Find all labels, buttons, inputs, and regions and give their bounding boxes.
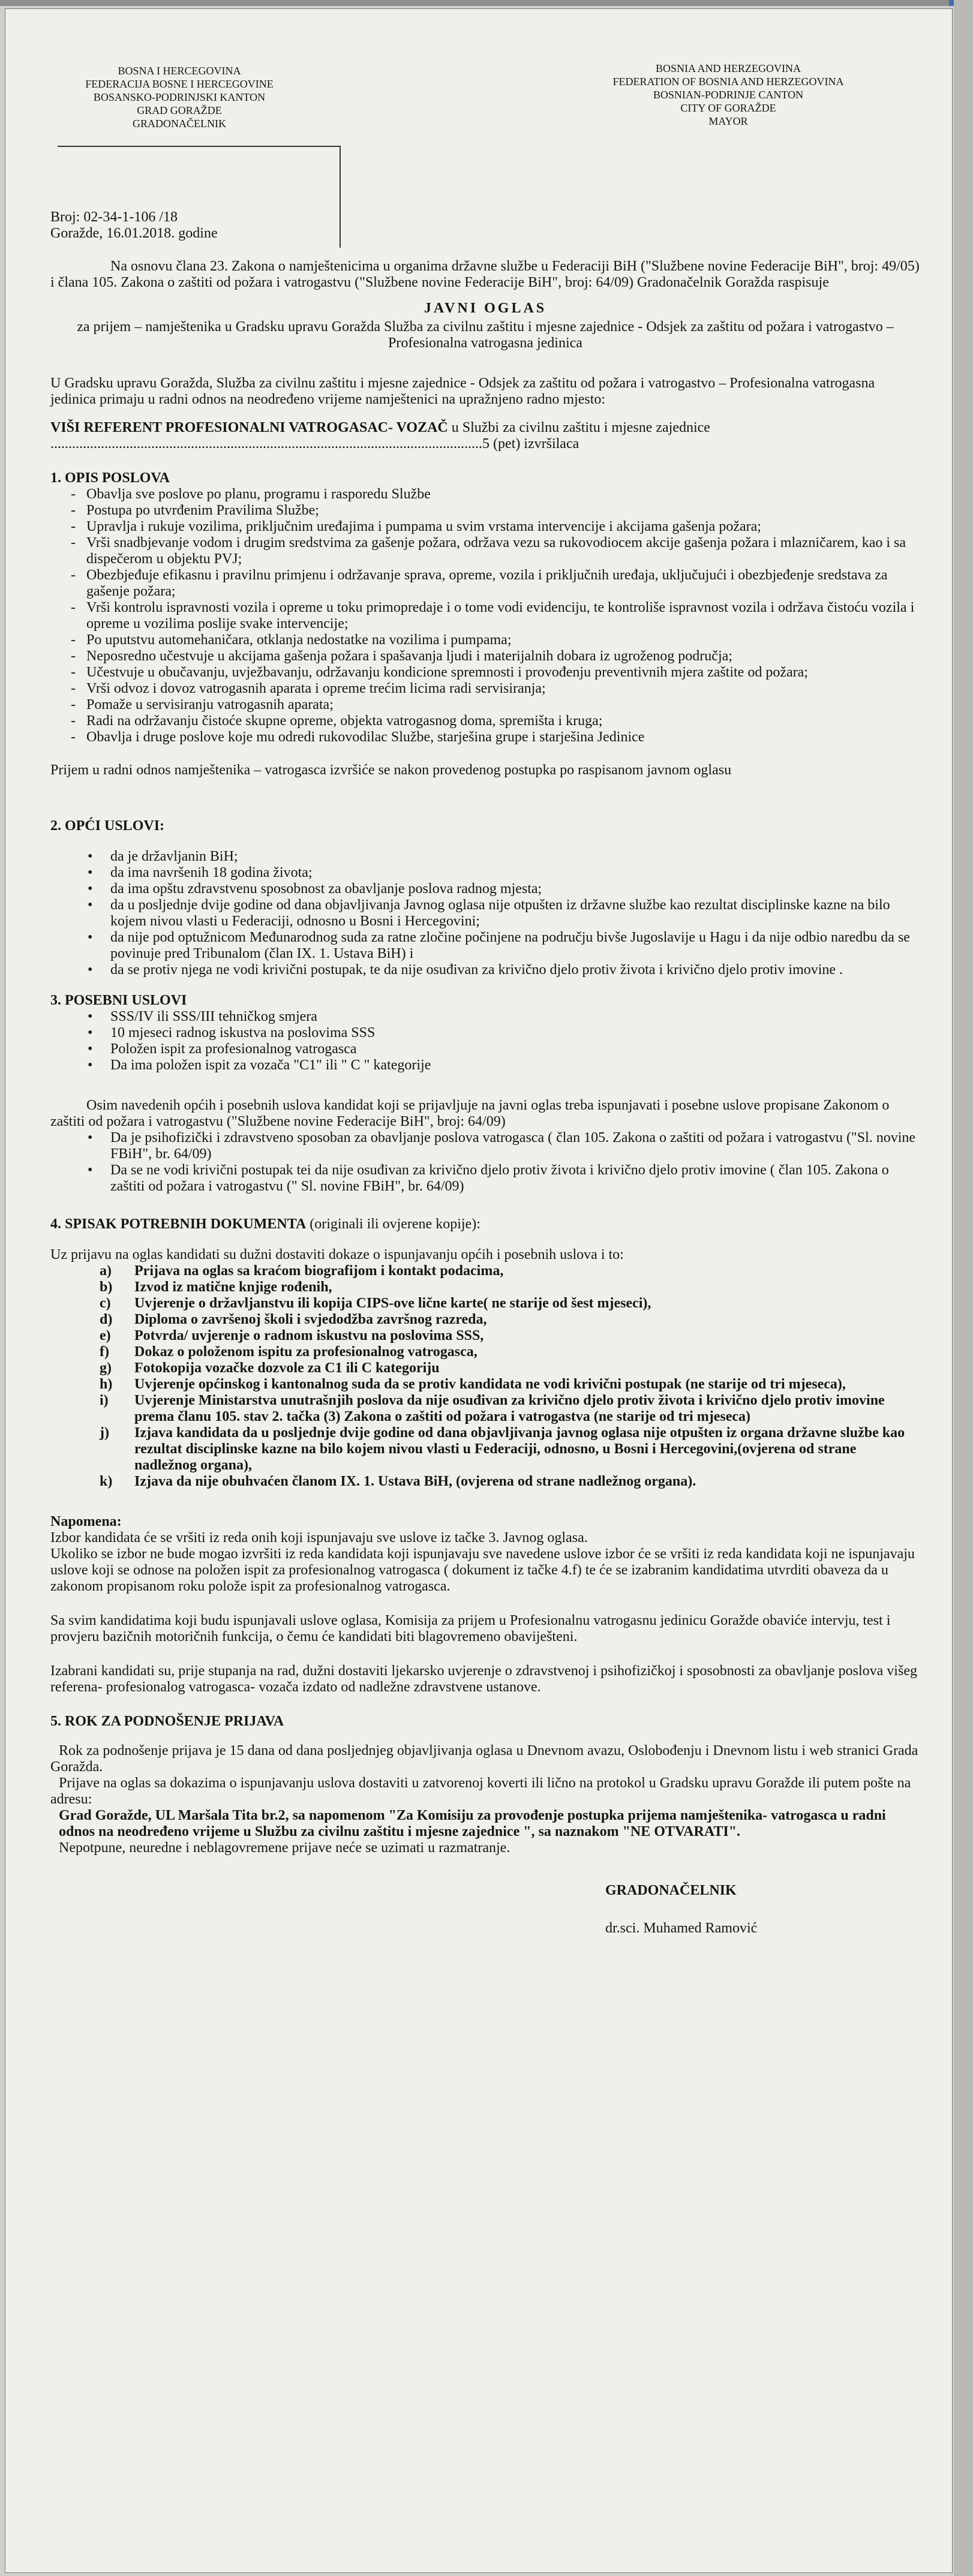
signature-name: dr.sci. Muhamed Ramović (605, 1920, 758, 1936)
list-item-text: Uvjerenje Ministarstva unutrašnjih poslova da nije osuđivan za krivično djelo protiv života i krivično djelo protiv imovine prema članu 105. stav 2. tačka (3) Zakona o zaštiti od požara i vatrogastva (ne starije od tri mjeseca) (134, 1393, 885, 1424)
letterhead-line: BOSNIAN-PODRINJE CANTON (653, 89, 804, 101)
list-item (100, 1328, 920, 1344)
list-item: - Obezbjeđuje efikasnu i pravilnu primjenu i održavanje sprava, opreme, vozila i priključnih uređaja, uključujući i obezbjeđenje sredstava za gašenje požara; (86, 567, 920, 600)
top-strip (0, 0, 973, 6)
list-item-text: Potvrda/ uvjerenje o radnom iskustvu na poslovima SSS, (134, 1328, 484, 1343)
letterhead-rule (58, 146, 340, 147)
deadline-paragraph: Rok za podnošenje prijava je 15 dana od dana posljednjeg objavljivanja oglasa u Dnevnom avazu, Oslobođenju i Dnevnom listu i web stranici Grada Goražda. (50, 1743, 918, 1775)
letterhead-line: BOSNIA AND HERZEGOVINA (656, 62, 801, 74)
list-item: - Pomaže u servisiranju vatrogasnih aparata; (86, 697, 920, 713)
section-4-title: 4. SPISAK POTREBNIH DOKUMENTA (50, 1216, 307, 1232)
list-item: • da ima opštu zdravstvenu sposobnost za obavljanje poslova radnog mjesta; (110, 881, 920, 897)
letterhead (50, 50, 920, 146)
list-item-letter: k) (100, 1474, 113, 1489)
list-item-letter: c) (100, 1295, 111, 1311)
letterhead-line: FEDERATION OF BOSNIA AND HERZEGOVINA (612, 76, 844, 88)
position-title: VIŠI REFERENT PROFESIONALNI VATROGASAC- VOZAČ (50, 420, 448, 435)
list-item-text: Diploma o završenoj školi i svjedodžba završnog razreda, (134, 1312, 487, 1327)
list-item (100, 1295, 920, 1312)
special-conditions-paragraph: Osim navedenih općih i posebnih uslova kandidat koji se prijavljuje na javni oglas treba ispunjavati i posebne uslove propisane Zakonom o zaštiti od požara i vatrogastvu ("Službene novine Federacije BiH", broj: 64/09) (50, 1098, 890, 1129)
letterhead-vertical-rule (340, 146, 341, 248)
letterhead-line: GRADONAČELNIK (133, 118, 226, 130)
section-5-title: 5. ROK ZA PODNOŠENJE PRIJAVA (50, 1714, 284, 1729)
list-item-letter: f) (100, 1344, 109, 1360)
list-item: - Neposredno učestvuje u akcijama gašenja požara i spašavanja ljudi i materijalnih dobara iz ugroženog područja; (86, 648, 920, 665)
letterhead-right (584, 62, 872, 128)
letterhead-line: FEDERACIJA BOSNE I HERCEGOVINE (85, 78, 274, 90)
list-item-letter: e) (100, 1328, 111, 1343)
list-item (100, 1360, 920, 1376)
section-1-title: 1. OPIS POSLOVA (50, 470, 170, 486)
selected-candidates-paragraph: Izabrani kandidati su, prije stupanja na rad, dužni dostaviti ljekarsko uvjerenje o zdravstvenoj i psihofizičkoj i sposobnosti za obavljanje poslova višeg referena- profesionalog vatrogasca- vozača izdato od nadležne zdravstvene ustanove. (50, 1663, 917, 1695)
list-item-text: Uvjerenje općinskog i kantonalnog suda da se protiv kandidata ne vodi krivični postupak (ne starije od tri mjeseca), (134, 1376, 846, 1392)
incomplete-applications-note: Nepotpune, neuredne i neblagovremene prijave neće se uzimati u razmatranje. (59, 1840, 510, 1856)
section-2-title: 2. OPĆI USLOVI: (50, 818, 165, 834)
list-item-text: Uvjerenje o državljanstvu ili kopija CIPS-ove lične karte( ne starije od šest mjeseci), (134, 1295, 651, 1311)
position-details: u Službi za civilnu zaštitu i mjesne zajednice ........................................................................................................................5 (pet) izvršilaca (50, 420, 710, 452)
list-item: - Vrši odvoz i dovoz vatrogasnih aparata i opreme trećim licima radi servisiranja; (86, 681, 920, 697)
list-item-letter: a) (100, 1263, 112, 1279)
list-item: - Učestvuje u obučavanju, uvježbavanju, održavanju kondicione spremnosti i provođenju preventivnih mjera zaštite od požara; (86, 665, 920, 681)
section-1-note: Prijem u radni odnos namještenika – vatrogasca izvršiće se nakon provedenog postupka po raspisanom javnom oglasu (50, 762, 732, 778)
intro-paragraph: U Gradsku upravu Goražda, Služba za civilnu zaštitu i mjesne zajednice - Odsjek za zaštitu od požara i vatrogastvo – Profesionalna vatrogasna jedinica primaju u radni odnos na neodređeno vrijeme namještenici na upražnjeno radno mjesto: (50, 375, 875, 407)
list-item-text: Izjava da nije obuhvaćen članom IX. 1. Ustava BiH, (ovjerena od strane nadležnog organa). (134, 1474, 696, 1489)
note-title: Napomena: (50, 1514, 122, 1529)
list-item-text: Fotokopija vozačke dozvole za C1 ili C kategoriju (134, 1360, 440, 1376)
notice-title: JAVNI OGLAS (424, 300, 547, 316)
list-item: - Radi na održavanju čistoće skupne opreme, objekta vatrogasnog doma, spremišta i kruga; (86, 713, 920, 729)
list-item (100, 1393, 920, 1425)
letterhead-left (53, 64, 305, 130)
submission-address: Grad Goražde, UL Maršala Tita br.2, sa napomenom "Za Komisiju za provođenje postupka prijema namještenika- vatrogasca u radni odnos na neodređeno vrijeme u Službu za civilnu zaštitu i mjesne zajednice ", sa naznakom "NE OTVARATI". (59, 1808, 886, 1839)
list-item-letter: j) (100, 1425, 109, 1441)
list-item-text: Prijava na oglas sa kraćom biografijom i kontakt podacima, (134, 1263, 504, 1279)
list-item (100, 1474, 920, 1490)
list-item-letter: h) (100, 1376, 113, 1392)
required-documents-list (50, 1263, 920, 1490)
list-item (100, 1263, 920, 1279)
commission-paragraph: Sa svim kandidatima koji budu ispunjavali uslove oglasa, Komisija za prijem u Profesionalnu vatrogasnu jedinicu Goražde obaviće intervju, test i provjeru bazičnih motoričnih funkcija, o čemu će kandidati biti blagovremeno obaviješteni. (50, 1613, 891, 1645)
list-item: • da nije pod optužnicom Međunarodnog suda za ratne zločine počinjene na području bivše Jugoslavije u Hagu i da nije odbio naredbu da se povinuje pred Tribunalom (član IX. 1. Ustava BiH) i (110, 930, 920, 962)
list-item: - Obavlja i druge poslove koje mu odredi rukovodilac Službe, starješina grupe i starješina Jedinice (86, 729, 920, 746)
public-notice-clipping (5, 8, 953, 2573)
note-paragraph: Ukoliko se izbor ne bude mogao izvršiti iz reda kandidata koji ispunjavaju sve navedene uslove izbor će se vršiti iz reda kandidata koji ne ispunjavaju uslove koji se odnose na položen ispit za profesionalnog vatrogasca ( dokument iz tačke 4.f) te će se izabranim kandidatima utvrditi obaveza da u zakonom propisanom roku polože ispit za profesionalnog vatrogasca. (50, 1546, 915, 1594)
general-conditions-list (50, 849, 920, 978)
list-item: - Vrši snadbjevanje vodom i drugim sredstvima za gašenje požara, održava vezu sa rukovodiocem akcije gašenja požara i mlazničarem, kao i sa dispečerom u objektu PVJ; (86, 535, 920, 567)
list-item (100, 1376, 920, 1393)
section-3-title: 3. POSEBNI USLOVI (50, 993, 187, 1008)
list-item (100, 1344, 920, 1360)
list-item: • da ima navršenih 18 godina života; (110, 865, 920, 881)
list-item-letter: b) (100, 1279, 113, 1295)
list-item (100, 1312, 920, 1328)
list-item-text: Izjava kandidata da u posljednje dvije godine od dana objavljivanja javnog oglasa nije otpušten iz organa državne službe kao rezultat disciplinske kazne na bilo kojem nivou vlasti u Federaciji, odnosno, u Bosni i Hercegovini,(ovjerena od strane nadležnog organa), (134, 1425, 905, 1473)
list-item: • SSS/IV ili SSS/III tehničkog smjera (110, 1009, 920, 1025)
section-4-title-note: (originali ili ovjerene kopije): (310, 1216, 481, 1232)
list-item: • da u posljednje dvije godine od dana objavljivanja Javnog oglasa nije otpušten iz državne službe kao rezultat disciplinske kazne na bilo kojem nivou vlasti u Federaciji, odnosno u Bosni i Hercegovini; (110, 897, 920, 930)
neighbor-page-edge (954, 0, 973, 2576)
list-item: • Da je psihofizički i zdravstveno sposoban za obavljanje poslova vatrogasca ( član 105. Zakona o zaštiti od požara i vatrogastvu ("Sl. novine FBiH", br. 64/09) (110, 1130, 920, 1162)
list-item-letter: i) (100, 1393, 109, 1408)
letterhead-line: CITY OF GORAŽDE (680, 102, 776, 114)
list-item-letter: g) (100, 1360, 112, 1376)
reference-block (50, 209, 920, 242)
letterhead-line: BOSANSKO-PODRINJSKI KANTON (93, 91, 266, 103)
list-item: • Da ima položen ispit za vozača "C1" ili " C " kategorije (110, 1057, 920, 1074)
submission-paragraph: Prijave na oglas sa dokazima o ispunjavanju uslova dostaviti u zatvorenoj koverti ili lično na protokol u Gradsku upravu Goražde ili putem pošte na adresu: (50, 1775, 911, 1807)
notice-subtitle: za prijem – namještenika u Gradsku upravu Goražda Služba za civilnu zaštitu i mjesne zajednice - Odsjek za zaštitu od požara i vatrogastvo – Profesionalna vatrogasna jedinica (77, 319, 894, 351)
letterhead-line: MAYOR (708, 115, 748, 127)
preamble: Na osnovu člana 23. Zakona o namještenicima u organima državne službe u Federaciji BiH ("Službene novine Federacije BiH", broj: 49/05) i člana 105. Zakona o zaštiti od požara i vatrogastvu ("Službene novine Federacije BiH", broj: 64/09) Gradonačelnik Goražda raspisuje (50, 258, 920, 290)
note-paragraph: Izbor kandidata će se vršiti iz reda onih koji ispunjavaju sve uslove iz tačke 3. Javnog oglasa. (50, 1530, 588, 1546)
signature-title: GRADONAČELNIK (605, 1883, 737, 1898)
special-conditions-list (50, 1009, 920, 1074)
list-item: • Položen ispit za profesionalnog vatrogasca (110, 1041, 920, 1057)
section-4-title-line (50, 1216, 920, 1233)
list-item: • da je državljanin BiH; (110, 849, 920, 865)
list-item-letter: d) (100, 1312, 113, 1327)
list-item: - Po uputstvu automehaničara, otklanja nedostatke na vozilima i pumpama; (86, 632, 920, 648)
list-item: • 10 mjeseci radnog iskustva na poslovima SSS (110, 1025, 920, 1041)
list-item-text: Dokaz o položenom ispitu za profesionalnog vatrogasca, (134, 1344, 478, 1360)
letterhead-line: BOSNA I HERCEGOVINA (118, 65, 241, 77)
letterhead-line: GRAD GORAŽDE (137, 104, 222, 116)
special-conditions-law-list (50, 1130, 920, 1195)
list-item: - Postupa po utvrđenim Pravilima Službe; (86, 503, 920, 519)
position-line (50, 420, 920, 452)
list-item (100, 1425, 920, 1474)
reference-number: Broj: 02-34-1-106 /18 (50, 209, 178, 225)
list-item: • Da se ne vodi krivični postupak tei da nije osuđivan za krivično djelo protiv života i krivično djelo protiv imovine ( član 105. Zakona o zaštiti od požara i vatrogastvu (" Sl. novine FBiH", br. 64/09) (110, 1162, 920, 1195)
list-item: - Obavlja sve poslove po planu, programu i rasporedu Službe (86, 486, 920, 503)
list-item-text: Izvod iz matične knjige rođenih, (134, 1279, 332, 1295)
list-item: - Upravlja i rukuje vozilima, priključnim uređajima i pumpama u svim vrstama intervencije i akcijama gašenja požara; (86, 519, 920, 535)
reference-date: Goražde, 16.01.2018. godine (50, 226, 218, 241)
section-4-intro: Uz prijavu na oglas kandidati su dužni dostaviti dokaze o ispunjavanju općih i posebnih uslova i to: (50, 1247, 624, 1263)
list-item (100, 1279, 920, 1295)
list-item: • da se protiv njega ne vodi krivični postupak, te da nije osuđivan za krivično djelo protiv života i krivično djelo protiv imovine . (110, 962, 920, 978)
notice-content (50, 50, 920, 1937)
job-duties-list (50, 486, 920, 746)
list-item: - Vrši kontrolu ispravnosti vozila i opreme u toku primopredaje i o tome vodi evidenciju, te kontroliše ispravnost vozila i održava čistoću vozila i opreme u vozilima poslije svake intervencije; (86, 600, 920, 632)
